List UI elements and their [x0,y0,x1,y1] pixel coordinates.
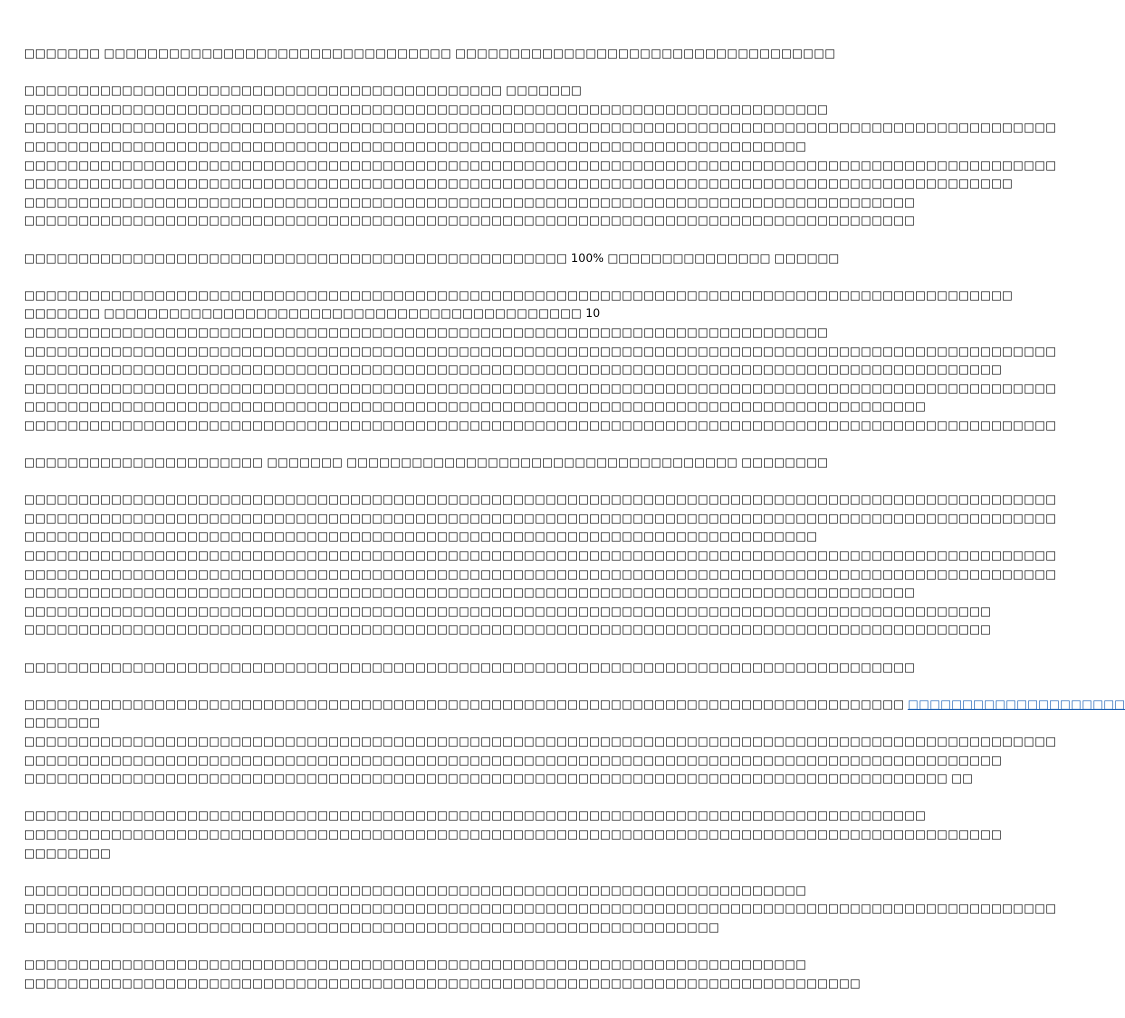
text-line: □□□□□□□□□□□□□□□□□□□□□□□□□□□□□□□□□□□□□□□□□□□□□□□□□□□□□□□□□□□□□□□□□□□□□□□□□□□□□□□□□□□□□□□□□□□□□□□ [24,492,1057,507]
text-line: □□□□□□□□□□□□□□□□□□□□□□□□□□□□□□□□□□□□□□□□□□□□□□□□□□□□□□□□□□□□□□□□□□□□□□□□□□ [24,101,829,116]
text-line: □□□□□□□□□□□□□□□□□□□□□□□□□□□□□□□□□□□□□□□□□□□□□□□□□□□□□□□□□□□□□□□□□□□□□□□□ [24,138,807,153]
text-line: □□□□□□□□□□□□□□□□□□□□□□□□□□□□□□□□□□□□□□□□□□□□□□□□□□□□□□□□□□□□□□□□ [24,919,720,934]
text-line: □□□□□□□□□□□□□□□□□□□□□□□□□□□□□□□□□□□□□□□□□□□□□□□□□□□□□□□□□□□□□□□□□□□□□□□□□□□□□□□□□□ [24,213,915,228]
text-line-segment: □□□□□□□□□□□□□□□□□□□□□□□□□□□□□□□□□□□□□□□□□□□□□□□□□□□□□□□□□□□□□□□□□□□□□□□□□□□□□□□□□ [24,696,908,711]
paragraph-11 [24,955,861,992]
text-line: □□□□□□□□□□□□□□□□□□□□□□□□□□□□□□□□□□□□□□□□□□□□□□□□□□□□□□□□□□□□□□□□□□□□□□□□□□□□□□□□□□□□□□□□□ [24,603,992,618]
text-line: □□□□□□□□□□□□□□□□□□□□□□□□□□□□□□□□□□□□□□□□□□□□□□□□□□□□□□□□□□□□□□□□□□□□□□□□□□□□□□□□□□□□□□□□□□□□□□□ [24,380,1057,395]
paragraph-10 [24,881,1057,937]
text-line: □□□□□□□□□□□□□□□□□□□□□□□□□□□□□□□□□□□□□□□□□□□□□□□□□□□□□□□□□□□□□□□□□□□□□□□□□ [24,529,818,544]
paragraph-7 [24,658,915,677]
text-line: □□□□□□□□□□□□□□□□□□□□□□□□□□□□□□□□□□□□□□□□□□□□□□□□□□□□□□□□□□□□□□□□□□□□□□□□□□□□□□□□□□□□□□□□□□□□□□□ [24,901,1057,916]
text-line: □□□□□□□□□□□□□□□□□□□□□□□□□□□□□□□□□□□□□□□□□□□□□□□□□□□□□□□□□□□□□□□□□□□□□□□□□□□□□ [24,975,861,990]
paragraph-8 [24,695,1125,788]
text-line: □□□□□□□□□□□□□□□□□□□□□□□□□□□□□□□□□□□□□□□□□□□□□□□□□□□□□□□□□□□□□□□□□□□□□□□□□□□□□□□□□□□□□□□□□□ [24,362,1002,377]
text-line: □□□□□□□ □□□□□□□□□□□□□□□□□□□□□□□□□□□□□□□□ □□□□□□□□□□□□□□□□□□□□□□□□□□□□□□□□□□□ [24,46,836,60]
text-line: □□□□□□□□□□□□□□□□□□□□□□□□□□□□□□□□□□□□□□□□□□□□□□□□□□□□□□□□□□□□□□□□□□□□□□□□□□□□□□□□□□□□□□□□□□□□□□□ [24,510,1057,525]
text-line: □□□□□□□□ [24,845,111,860]
text-line: □□□□□□□□□□□□□□□□□□□□□□□□□□□□□□□□□□□□□□□□□□□□□□□□□□□□□□□□□□□□□□□□□□□□□□□□□□□□□□□□□□□□□□□□□□□ [24,176,1013,191]
paragraph-5 [24,453,829,472]
text-line: □□□□□□□□□□□□□□□□□□□□□□□□□□□□□□□□□□□□□□□□□□□□ □□□□□□□ [24,83,582,98]
text-line: □□□□□□□□□□□□□□□□□□□□□□□□□□□□□□□□□□□□□□□□□□□□□□□□□□ 100% □□□□□□□□□□□□□□□ □□□□□□ [24,250,840,265]
text-line-with-link [24,695,1125,714]
text-line: □□□□□□□□□□□□□□□□□□□□□□□□□□□□□□□□□□□□□□□□□□□□□□□□□□□□□□□□□□□□□□□□□□□□□□□□□□□□□□□□□□□ [24,808,926,823]
inline-link[interactable]: □□□□□□□□□□□□□□□□□□□□ [907,696,1125,711]
text-line: □□□□□□□□□□□□□□□□□□□□□□□□□□□□□□□□□□□□□□□□□□□□□□□□□□□□□□□□□□□□□□□□□□□□□□□□□□□□□□□□□□□□□□□□□□□□□□□ [24,120,1057,135]
paragraph-3 [24,249,840,268]
text-line: □□□□□□□□□□□□□□□□□□□□□□□□□□□□□□□□□□□□□□□□□□□□□□□□□□□□□□□□□□□□□□□□□□□□□□□□□□□□□□□□□□□□□□□□□□□□□□□ [24,157,1057,172]
paragraph-6 [24,490,1057,639]
paragraph-9 [24,806,1002,862]
text-line: □□□□□□□□□□□□□□□□□□□□□□□□□□□□□□□□□□□□□□□□□□□□□□□□□□□□□□□□□□□□□□□□□□□□□□□□□□□□□□□□□□ [24,194,915,209]
text-line: □□□□□□□□□□□□□□□□□□□□□□□□□□□□□□□□□□□□□□□□□□□□□□□□□□□□□□□□□□□□□□□□□□□□□□□□□□□□□□□□□□ [24,585,915,600]
paragraph-4 [24,286,1057,435]
text-line: □□□□□□□□□□□□□□□□□□□□□□□□□□□□□□□□□□□□□□□□□□□□□□□□□□□□□□□□□□□□□□□□□□□□□□□□ [24,882,807,897]
text-line: □□□□□□□□□□□□□□□□□□□□□□□□□□□□□□□□□□□□□□□□□□□□□□□□□□□□□□□□□□□□□□□□□□□□□□□□□□□□□□□□□□□□□□□□□□□□□□□ [24,343,1057,358]
text-line: □□□□□□□□□□□□□□□□□□□□□□□□□□□□□□□□□□□□□□□□□□□□□□□□□□□□□□□□□□□□□□□□□□□□□□□□□□□□□□□□□□□□□□□□□□□ [24,287,1013,302]
text-line: □□□□□□□□□□□□□□□□□□□□□□□□□□□□□□□□□□□□□□□□□□□□□□□□□□□□□□□□□□□□□□□□□□□□□□□□□□□□□□□□□□□□□□□□□□□□□□□ [24,733,1057,748]
text-line: □□□□□□□ □□□□□□□□□□□□□□□□□□□□□□□□□□□□□□□□□□□□□□□□□□□□ 10 [24,306,601,321]
text-line: □□□□□□□□□□□□□□□□□□□□□□□□□□□□□□□□□□□□□□□□□□□□□□□□□□□□□□□□□□□□□□□□□□□□□□□□□□□□□□□□□□□□□ □□ [24,771,973,786]
text-line: □□□□□□□□□□□□□□□□□□□□□□□□□□□□□□□□□□□□□□□□□□□□□□□□□□□□□□□□□□□□□□□□□□□□□□□□□□□□□□□□□□□□□□□□□ [24,622,992,637]
text-line: □□□□□□□□□□□□□□□□□□□□□□□□□□□□□□□□□□□□□□□□□□□□□□□□□□□□□□□□□□□□□□□□□□□□□□□□□□□□□□□□□□□□□□□□□□ [24,826,1002,841]
text-line: □□□□□□□□□□□□□□□□□□□□□□□□□□□□□□□□□□□□□□□□□□□□□□□□□□□□□□□□□□□□□□□□□□□□□□□□□□□□□□□□□□□□□□□□□□ [24,752,1002,767]
text-line: □□□□□□□ [24,715,101,730]
text-line: □□□□□□□□□□□□□□□□□□□□□□□□□□□□□□□□□□□□□□□□□□□□□□□□□□□□□□□□□□□□□□□□□□□□□□□□□□□□□□□□□□□ [24,399,926,414]
text-line: □□□□□□□□□□□□□□□□□□□□□□□□□□□□□□□□□□□□□□□□□□□□□□□□□□□□□□□□□□□□□□□□□□□□□□□□□□□□□□□□□□ [24,659,915,674]
text-line: □□□□□□□□□□□□□□□□□□□□□□□□□□□□□□□□□□□□□□□□□□□□□□□□□□□□□□□□□□□□□□□□□□□□□□□□□□□□□□□□□□□□□□□□□□□□□□□ [24,417,1057,432]
text-line: □□□□□□□□□□□□□□□□□□□□□□□□□□□□□□□□□□□□□□□□□□□□□□□□□□□□□□□□□□□□□□□□□□□□□□□□□□ [24,324,829,339]
paragraph-2 [24,81,1057,230]
text-line: □□□□□□□□□□□□□□□□□□□□□□ □□□□□□□ □□□□□□□□□□□□□□□□□□□□□□□□□□□□□□□□□□□□ □□□□□□□□ [24,455,829,470]
text-line: □□□□□□□□□□□□□□□□□□□□□□□□□□□□□□□□□□□□□□□□□□□□□□□□□□□□□□□□□□□□□□□□□□□□□□□□□□□□□□□□□□□□□□□□□□□□□□□ [24,548,1057,563]
paragraph-1 [24,44,836,63]
text-line: □□□□□□□□□□□□□□□□□□□□□□□□□□□□□□□□□□□□□□□□□□□□□□□□□□□□□□□□□□□□□□□□□□□□□□□□□□□□□□□□□□□□□□□□□□□□□□□ [24,566,1057,581]
text-line: □□□□□□□□□□□□□□□□□□□□□□□□□□□□□□□□□□□□□□□□□□□□□□□□□□□□□□□□□□□□□□□□□□□□□□□□ [24,957,807,972]
